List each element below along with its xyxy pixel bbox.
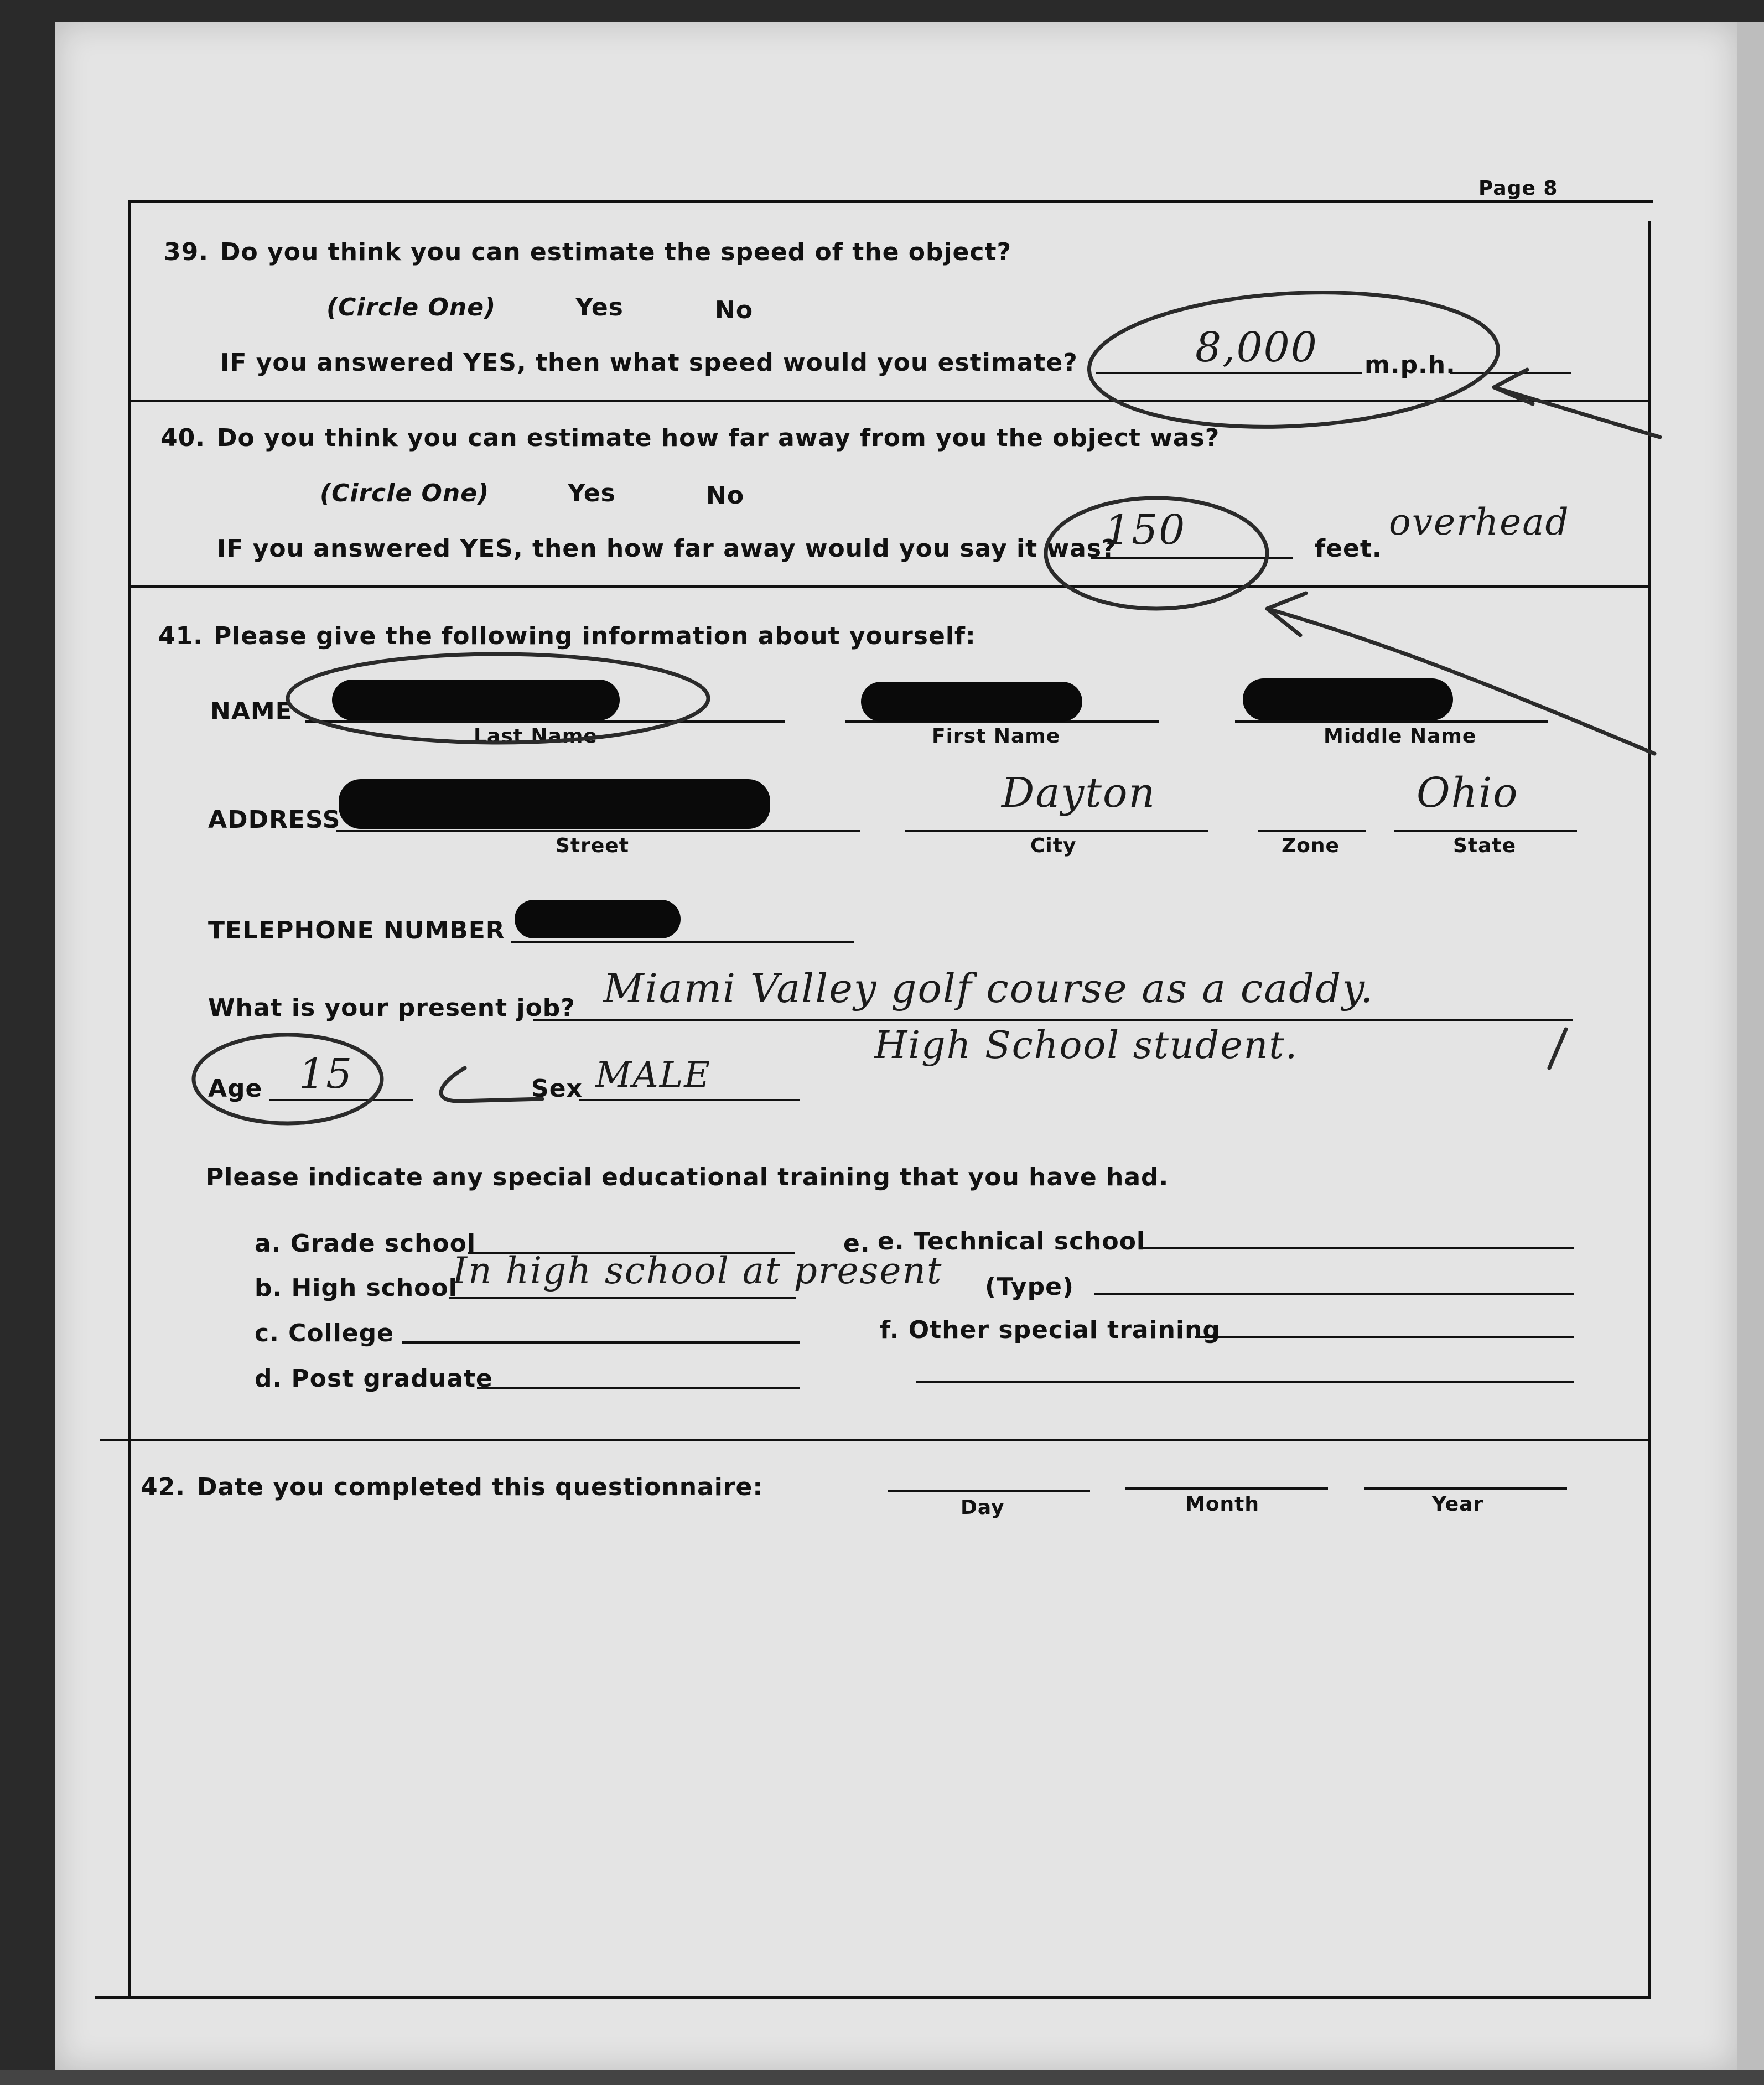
training-b-label: b. High school — [255, 1274, 458, 1302]
training-e-label: e. Technical school — [878, 1227, 1146, 1256]
job-label: What is your present job? — [208, 994, 575, 1022]
telephone-label: TELEPHONE NUMBER — [208, 916, 505, 945]
q40-followup: IF you answered YES, then how far away would you say it was? — [217, 535, 1117, 563]
q40-question: Do you think you can estimate how far away from you the object was? — [217, 424, 1220, 452]
q41-number: 41. — [158, 622, 203, 650]
training-type-label: (Type) — [985, 1273, 1075, 1301]
address-label: ADDRESS — [208, 806, 341, 834]
q39-circle-instruction: (Circle One) — [326, 293, 496, 321]
q39-followup: IF you answered YES, then what speed would you estimate? — [220, 349, 1078, 377]
training-c-label: c. College — [255, 1319, 394, 1347]
last-name-label: Last Name — [474, 725, 598, 748]
job-value[interactable]: Miami Valley golf course as a caddy. — [603, 965, 1374, 1012]
middle-name-label: Middle Name — [1324, 725, 1477, 748]
day-label: Day — [961, 1496, 1005, 1519]
city-label: City — [1030, 834, 1077, 857]
speed-answer-circle — [1086, 283, 1502, 437]
month-label: Month — [1185, 1493, 1260, 1516]
job-slash — [1549, 1029, 1566, 1068]
training-b-value[interactable]: In high school at present — [453, 1249, 943, 1292]
sex-check-mark — [441, 1068, 542, 1101]
first-name-label: First Name — [932, 725, 1061, 748]
q39-no-option[interactable]: No — [715, 296, 754, 324]
q39-yes-option[interactable]: Yes — [575, 293, 624, 321]
distance-arrow — [1267, 609, 1654, 754]
q40-unit: feet. — [1315, 535, 1382, 563]
q40-circle-instruction: (Circle One) — [320, 479, 490, 507]
age-label: Age — [208, 1075, 263, 1103]
training-d-label: d. Post graduate — [255, 1365, 493, 1393]
name-label: NAME — [210, 697, 293, 725]
training-prompt: Please indicate any special educational training that you have had. — [206, 1163, 1169, 1191]
training-e-mark: e. — [843, 1230, 870, 1258]
state-label: State — [1453, 834, 1517, 857]
q39-unit: m.p.h. — [1364, 351, 1456, 379]
q40-number: 40. — [160, 424, 205, 452]
zone-label: Zone — [1282, 834, 1340, 857]
distance-answer-circle — [1046, 498, 1267, 609]
speed-arrow — [1494, 387, 1660, 437]
city-value[interactable]: Dayton — [1002, 769, 1156, 817]
q42-number: 42. — [141, 1473, 185, 1501]
street-label: Street — [556, 834, 629, 857]
job-value-line2[interactable]: High School student. — [874, 1024, 1299, 1067]
training-a-label: a. Grade school — [255, 1230, 476, 1258]
year-label: Year — [1432, 1493, 1484, 1516]
q39-answer[interactable]: 8,000 — [1195, 324, 1318, 371]
page-number: Page 8 — [1478, 177, 1558, 200]
q40-yes-option[interactable]: Yes — [568, 479, 616, 507]
q40-no-option[interactable]: No — [706, 481, 745, 510]
age-value[interactable]: 15 — [299, 1050, 354, 1098]
last-name-circle — [288, 654, 708, 743]
q40-note: overhead — [1389, 501, 1570, 543]
q42-question: Date you completed this questionnaire: — [197, 1473, 763, 1501]
sex-value[interactable]: MALE — [595, 1055, 711, 1096]
training-f-label: f. Other special training — [880, 1316, 1221, 1344]
state-value[interactable]: Ohio — [1417, 769, 1519, 817]
age-circle — [194, 1035, 382, 1123]
sex-label: Sex — [531, 1075, 583, 1103]
q39-number: 39. — [164, 238, 209, 266]
q40-answer[interactable]: 150 — [1104, 506, 1186, 554]
q39-question: Do you think you can estimate the speed of the object? — [220, 238, 1012, 266]
q41-prompt: Please give the following information about yourself: — [214, 622, 976, 650]
